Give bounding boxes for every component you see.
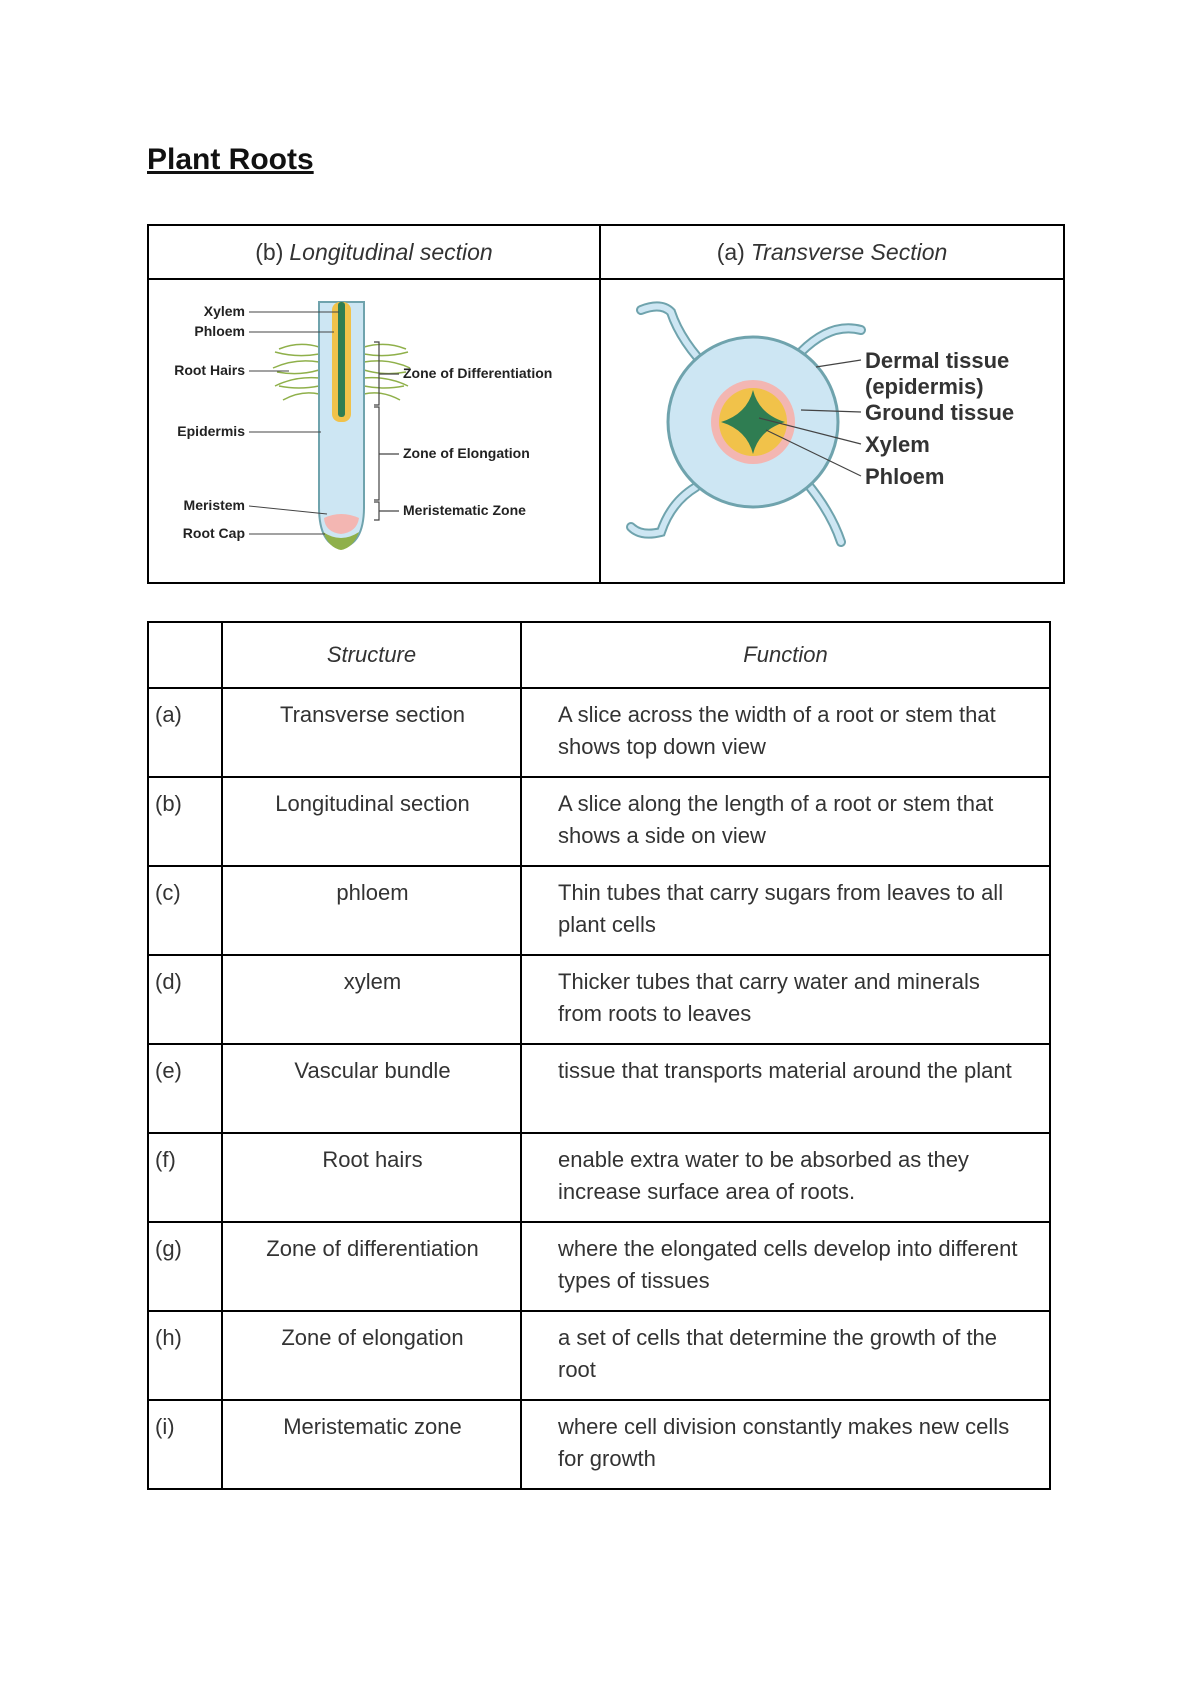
row-function: Thin tubes that carry sugars from leaves to all plant cells bbox=[521, 866, 1050, 955]
label-meristem: Meristem bbox=[183, 497, 245, 513]
row-structure: Vascular bundle bbox=[222, 1044, 521, 1133]
longitudinal-caption bbox=[149, 226, 599, 280]
row-id: (a) bbox=[148, 688, 222, 777]
row-id: (f) bbox=[148, 1133, 222, 1222]
row-id: (b) bbox=[148, 777, 222, 866]
label-root-hairs: Root Hairs bbox=[174, 362, 245, 378]
longitudinal-prefix: (b) bbox=[255, 238, 284, 265]
label-epidermis-paren: (epidermis) bbox=[865, 374, 984, 399]
header-id bbox=[148, 622, 222, 688]
table-row bbox=[148, 1311, 1050, 1400]
table-header-row bbox=[148, 622, 1050, 688]
row-function: where cell division constantly makes new cells for growth bbox=[521, 1400, 1050, 1489]
row-structure: Meristematic zone bbox=[222, 1400, 521, 1489]
table-row bbox=[148, 777, 1050, 866]
row-id: (d) bbox=[148, 955, 222, 1044]
row-structure: Transverse section bbox=[222, 688, 521, 777]
row-id: (h) bbox=[148, 1311, 222, 1400]
label-root-cap: Root Cap bbox=[182, 525, 245, 541]
row-structure: Longitudinal section bbox=[222, 777, 521, 866]
row-function: tissue that transports material around the plant bbox=[521, 1044, 1050, 1133]
table-row bbox=[148, 1222, 1050, 1311]
row-function: A slice across the width of a root or stem that shows top down view bbox=[521, 688, 1050, 777]
transverse-prefix: (a) bbox=[716, 238, 745, 265]
table-body bbox=[148, 688, 1050, 1489]
label-transverse-xylem: Xylem bbox=[865, 432, 930, 457]
label-epidermis: Epidermis bbox=[177, 423, 245, 439]
label-transverse-phloem: Phloem bbox=[865, 464, 945, 489]
structure-function-table bbox=[147, 621, 1051, 1490]
transverse-title: Transverse Section bbox=[750, 238, 948, 265]
row-structure: Root hairs bbox=[222, 1133, 521, 1222]
table-row bbox=[148, 866, 1050, 955]
label-xylem: Xylem bbox=[203, 303, 245, 319]
label-zone-elongation: Zone of Elongation bbox=[403, 445, 530, 461]
table-row bbox=[148, 688, 1050, 777]
table-row bbox=[148, 1400, 1050, 1489]
label-zone-differentiation: Zone of Differentiation bbox=[403, 365, 553, 381]
row-function: Thicker tubes that carry water and minerals from roots to leaves bbox=[521, 955, 1050, 1044]
row-structure: phloem bbox=[222, 866, 521, 955]
header-function: Function bbox=[521, 622, 1050, 688]
row-function: a set of cells that determine the growth of the root bbox=[521, 1311, 1050, 1400]
row-structure: xylem bbox=[222, 955, 521, 1044]
transverse-diagram bbox=[601, 282, 1063, 587]
row-id: (e) bbox=[148, 1044, 222, 1133]
row-structure: Zone of differentiation bbox=[222, 1222, 521, 1311]
transverse-caption bbox=[601, 226, 1063, 280]
row-id: (i) bbox=[148, 1400, 222, 1489]
row-function: A slice along the length of a root or stem that shows a side on view bbox=[521, 777, 1050, 866]
longitudinal-diagram bbox=[149, 282, 599, 587]
label-phloem: Phloem bbox=[194, 323, 245, 339]
row-function: where the elongated cells develop into different types of tissues bbox=[521, 1222, 1050, 1311]
row-id: (g) bbox=[148, 1222, 222, 1311]
table-row bbox=[148, 955, 1050, 1044]
label-ground-tissue: Ground tissue bbox=[865, 400, 1015, 425]
transverse-svg bbox=[601, 282, 1061, 582]
xylem-graphic bbox=[338, 302, 345, 417]
page-title: Plant Roots bbox=[147, 143, 314, 176]
longitudinal-svg bbox=[149, 282, 597, 582]
row-structure: Zone of elongation bbox=[222, 1311, 521, 1400]
label-dermal-tissue: Dermal tissue bbox=[865, 348, 1010, 373]
table-row bbox=[148, 1044, 1050, 1133]
header-structure: Structure bbox=[222, 622, 521, 688]
zone-brackets bbox=[374, 342, 399, 520]
label-meristematic-zone: Meristematic Zone bbox=[403, 502, 526, 518]
longitudinal-title: Longitudinal section bbox=[289, 238, 493, 265]
table-row bbox=[148, 1133, 1050, 1222]
row-id: (c) bbox=[148, 866, 222, 955]
row-function: enable extra water to be absorbed as they increase surface area of roots. bbox=[521, 1133, 1050, 1222]
figure-table bbox=[147, 224, 1065, 584]
